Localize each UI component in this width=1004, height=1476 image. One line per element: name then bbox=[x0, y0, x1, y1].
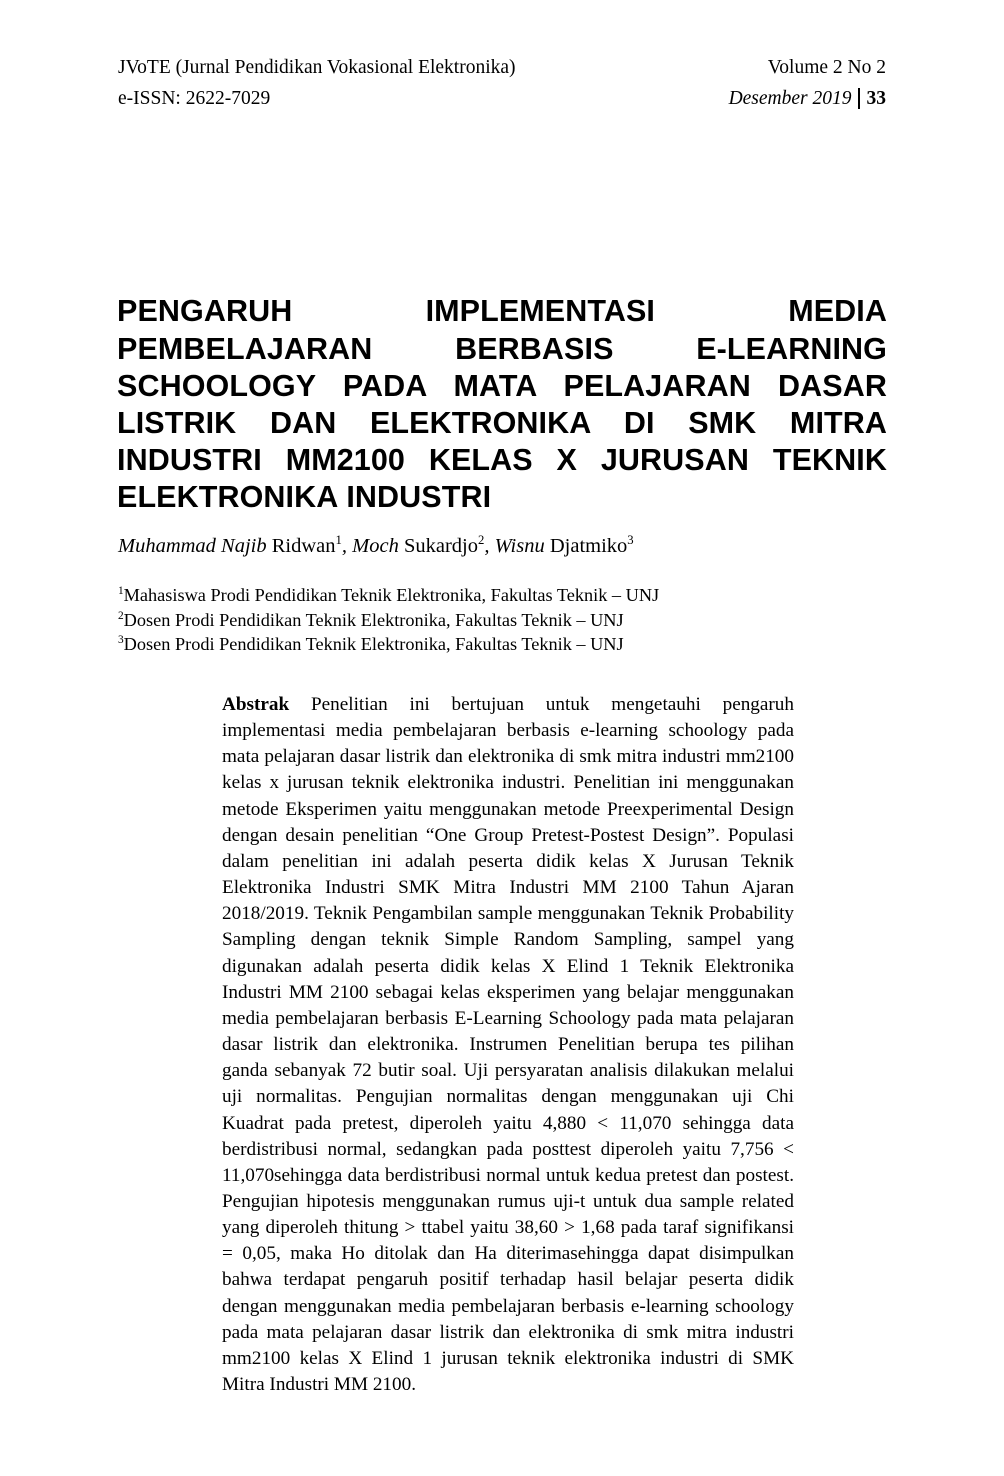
abstract-body: Penelitian ini bertujuan untuk mengetauhi pengaruh implementasi media pembelajaran berbasis e-learning schoology pada mata pelajaran dasar listrik dan elektronika di smk mitra industri mm2100 kelas x jurusan teknik elektronika industri. Penelitian ini menggunakan metode Eksperimen yaitu menggunakan metode Preexperimental Design dengan desain penelitian “One Group Pretest-Postest Design”. Populasi dalam penelitian ini adalah peserta didik kelas X Jurusan Teknik Elektronika Industri SMK Mitra Industri MM 2100 Tahun Ajaran 2018/2019. Teknik Pengambilan sample menggunakan Teknik Probability Sampling dengan teknik Simple Random Sampling, sampel yang digunakan adalah peserta didik kelas X Elind 1 Teknik Elektronika Industri MM 2100 sebagai kelas eksperimen yang belajar menggunakan media pembelajaran berbasis E-Learning Schoology pada mata pelajaran dasar listrik dan elektronika. Instrumen Penelitian berupa tes pilihan ganda sebanyak 72 butir soal. Uji persyaratan analisis dilakukan melalui uji normalitas. Pengujian normalitas dengan menggunakan uji Chi Kuadrat pada pretest, diperoleh yaitu 4,880 < 11,070 sehingga data berdistribusi normal, sedangkan pada posttest diperoleh yaitu 7,756 < 11,070sehingga data berdistribusi normal untuk kedua pretest dan postest. Pengujian hipotesis menggunakan rumus uji-t untuk dua sample related yang diperoleh thitung > ttabel yaitu 38,60 > 1,68 pada taraf signifikansi = 0,05, maka Ho ditolak dan Ha diterimasehingga dapat disimpulkan bahwa terdapat pengaruh positif terhadap hasil belajar peserta didik dengan menggunakan media pembelajaran berbasis e-learning schoology pada mata pelajaran dasar listrik dan elektronika di smk mitra industri mm2100 kelas X Elind 1 jurusan teknik elektronika industri di SMK Mitra Industri MM 2100. bbox=[222, 694, 794, 1396]
affiliation-text: Mahasiswa Prodi Pendidikan Teknik Elektronika, Fakultas Teknik – UNJ bbox=[123, 585, 660, 605]
author-byline bbox=[118, 533, 888, 559]
issn: e-ISSN: 2622-7029 bbox=[118, 88, 271, 109]
author-given-name: Moch bbox=[352, 535, 404, 557]
affiliation-line bbox=[118, 632, 888, 657]
affiliation-text: Dosen Prodi Pendidikan Teknik Elektronika, Fakultas Teknik – UNJ bbox=[123, 609, 624, 630]
page-title: PENGARUH IMPLEMENTASI MEDIA PEMBELAJARAN BERBASIS E-LEARNING SCHOOLOGY PADA MATA PELAJARAN DASAR LISTRIK DAN ELEKTRONIKA DI SMK MITRA INDUSTRI MM2100 KELAS X JURUSAN TEKNIK ELEKTRONIKA INDUSTRI bbox=[117, 294, 887, 515]
author-affiliation-marker: 2 bbox=[477, 533, 485, 548]
affiliation-marker: 2 bbox=[118, 609, 124, 622]
volume-issue: Volume 2 No 2 bbox=[767, 57, 886, 78]
author-given-name: Muhammad Najib bbox=[118, 535, 272, 557]
author-affiliation-marker: 1 bbox=[335, 533, 342, 548]
author-affiliation-marker: 3 bbox=[627, 533, 634, 548]
journal-name: JVoTE (Jurnal Pendidikan Vokasional Elektronika) bbox=[118, 57, 516, 78]
affiliation-list bbox=[118, 583, 888, 657]
issue-date-and-page bbox=[729, 83, 886, 114]
masthead-row-primary bbox=[118, 52, 886, 83]
masthead bbox=[118, 52, 886, 114]
affiliation-text: Dosen Prodi Pendidikan Teknik Elektronika, Fakultas Teknik – UNJ bbox=[123, 634, 624, 654]
issue-date: Desember 2019 bbox=[728, 88, 852, 109]
affiliation-marker: 3 bbox=[118, 633, 124, 646]
masthead-row-secondary bbox=[118, 83, 886, 114]
author-separator: , bbox=[341, 535, 353, 557]
author-surname: Sukardjo bbox=[403, 535, 478, 557]
affiliation-line bbox=[118, 583, 888, 608]
author-given-name: Wisnu bbox=[494, 535, 550, 557]
affiliation-line bbox=[118, 608, 888, 633]
author-surname: Ridwan bbox=[271, 535, 336, 557]
affiliation-marker: 1 bbox=[118, 584, 124, 597]
abstract-label: Abstrak bbox=[222, 694, 311, 715]
abstract-block bbox=[222, 692, 794, 1398]
author-surname: Djatmiko bbox=[549, 535, 628, 557]
author-separator: , bbox=[484, 535, 495, 557]
page-number: 33 bbox=[858, 88, 887, 109]
